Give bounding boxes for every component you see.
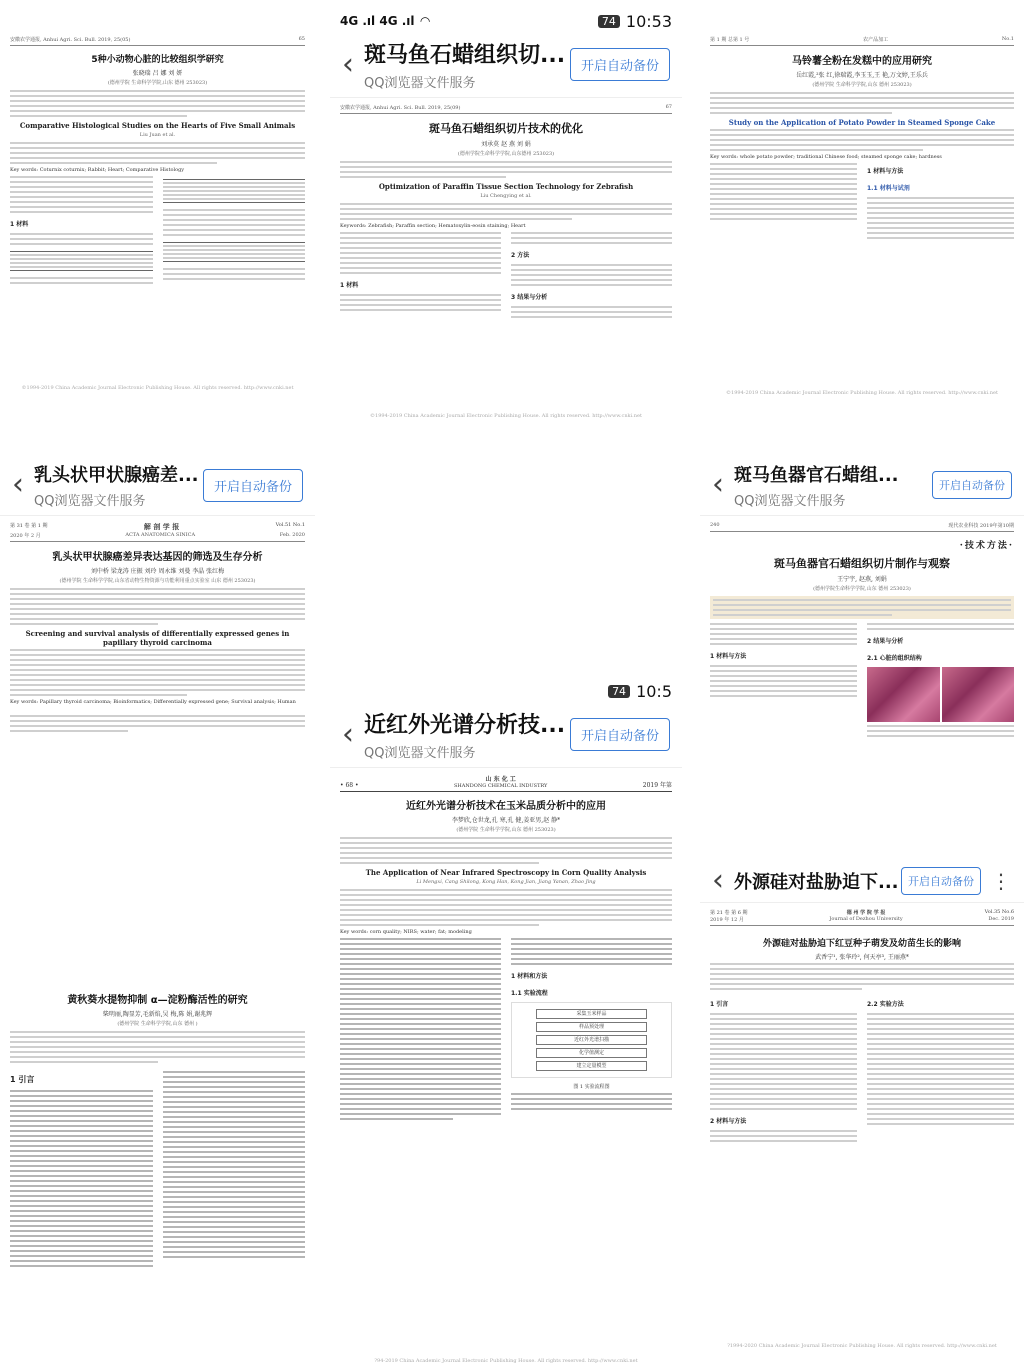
section-heading: 2 材料与方法 <box>710 1118 747 1125</box>
section-heading: 1 材料 <box>10 221 29 228</box>
section-heading: 1 材料 <box>340 282 359 289</box>
paper-title: 斑马鱼石蜡组织切片技术的优化 <box>429 122 583 135</box>
paper-title: 外源硅对盐胁迫下红豆种子萌发及幼苗生长的影响 <box>762 939 961 949</box>
file-title: 外源硅对盐胁迫下... <box>734 872 899 893</box>
issue-date: 2019 年 12 月 <box>710 917 744 923</box>
auto-backup-button[interactable]: 开启自动备份 <box>901 867 981 895</box>
paper-page <box>0 516 315 738</box>
auto-backup-button[interactable]: 开启自动备份 <box>570 48 670 81</box>
english-abstract <box>340 889 672 926</box>
issue-date: 2020 年 2 月 <box>10 533 41 539</box>
copyright-footer: ©1994-2019 China Academic Journal Electronic Publishing House. All rights reserved. http://www.cnki.net <box>21 385 294 391</box>
back-icon[interactable]: ‹ <box>342 46 354 82</box>
english-title: Optimization of Paraffin Tissue Section Technology for Zebrafish <box>378 182 634 191</box>
paper-affiliation: (德州学院生命科学学院,山东德州 253023) <box>457 151 555 157</box>
qq-browser-header <box>0 455 315 516</box>
abstract-block <box>710 963 1014 990</box>
journal-header: 安徽农学通报, Anhui Agri. Sci. Bull. 2019, 25(05) <box>10 37 131 43</box>
page-number: 240 <box>710 522 720 528</box>
issue-label: 2019 年第 <box>642 782 672 789</box>
section-heading: 1 材料和方法 <box>511 973 548 980</box>
auto-backup-button[interactable]: 开启自动备份 <box>570 718 670 751</box>
copyright-footer: ©1994-2019 China Academic Journal Electronic Publishing House. All rights reserved. http://www.cnki.net <box>370 413 642 419</box>
phone-screen-thyroid <box>0 455 315 940</box>
status-bar <box>330 10 682 32</box>
section-heading: 1 材料与方法 <box>710 653 747 660</box>
flowchart <box>511 1002 672 1078</box>
status-bar <box>330 680 682 702</box>
flow-step: 采集玉米样品 <box>536 1009 647 1019</box>
volume-label-en: Vol.51 No.1 <box>275 522 305 528</box>
journal-header: 农产品加工 <box>863 37 889 43</box>
paper-affiliation: (德州学院 生命科学学院,山东 德州 253023) <box>812 82 912 88</box>
english-abstract <box>10 142 305 164</box>
file-title: 斑马鱼石蜡组织切... <box>364 43 566 68</box>
paper-page <box>700 903 1024 1353</box>
journal-header: 山 东 化 工 <box>485 776 516 783</box>
back-icon[interactable]: ‹ <box>12 467 24 502</box>
english-authors: Li Mengxi, Cang Shilong, Kong Han, Kong Jian, Jiang Yanan, Zhao Jing <box>416 879 596 885</box>
keywords: Keywords: Zebrafish; Paraffin section; Hematoxylin-eosin staining; Heart <box>340 223 526 229</box>
more-icon[interactable]: ⋮ <box>991 869 1012 893</box>
copyright-footer: ?1994-2020 China Academic Journal Electronic Publishing House. All rights reserved. http://www.cnki.net <box>727 1343 997 1349</box>
paper-page-okra <box>0 955 315 1365</box>
journal-header: 德 州 学 院 学 报 <box>846 910 886 916</box>
paper-affiliation: (德州学院 生命科学学院,山东 德州 253023) <box>456 827 556 833</box>
paper-authors: 柴明丽,陶显芳,毛新焰,吴 梅,陈 娟,谢兆辉 <box>102 1011 213 1018</box>
phone-screen-zebrafish-paraffin <box>330 10 682 419</box>
section-heading: 2.2 实验方法 <box>867 1001 904 1008</box>
english-authors: Liu Juan et al. <box>139 132 176 138</box>
file-service-label: QQ浏览器文件服务 <box>734 494 846 509</box>
paper-authors: 岳红霞,²张 红,徐瑞霞,李玉玉,王 艳,万文婷,王乐兵 <box>796 72 928 79</box>
issue-label: 第 1 期 总第 1 号 <box>710 37 750 43</box>
keywords: Key words: Coturnix coturnix; Rabbit; Heart; Comparative Histology <box>10 167 185 173</box>
journal-header-en: Journal of Dezhou University <box>829 916 903 922</box>
paper-title: 马铃薯全粉在发糕中的应用研究 <box>792 56 932 67</box>
paper-affiliation: (德州学院生命科学学院,山东 德州 253023) <box>813 586 911 592</box>
paper-affiliation: (德州学院 生命科学学院,山东 德州 ) <box>117 1021 198 1027</box>
section-heading: 1.1 实验流程 <box>511 990 548 997</box>
section-heading: 1 材料与方法 <box>867 168 904 175</box>
phone-screen-zebrafish-organs <box>700 455 1024 840</box>
paper-title: 乳头状甲状腺癌差异表达基因的筛选及生存分析 <box>52 552 263 563</box>
english-authors: Liu Chengying et al. <box>480 193 532 199</box>
clock: 10:5 <box>636 681 672 701</box>
abstract-block <box>10 90 305 117</box>
keywords: Key words: corn quality; NIRS; water; fat; modeling <box>340 929 472 935</box>
paper-page <box>330 768 682 1368</box>
heart-section-image <box>942 667 1015 722</box>
abstract-block <box>10 1031 305 1063</box>
flow-step: 化学值测定 <box>536 1048 647 1058</box>
paper-page-heart-histology <box>0 30 315 395</box>
section-heading: 1 引言 <box>10 1075 35 1084</box>
volume-label-en: Vol.35 No.6 <box>984 909 1014 915</box>
qq-browser-header <box>330 702 682 768</box>
qq-browser-header <box>330 32 682 98</box>
section-heading: 2.1 心脏的组织结构 <box>867 655 922 662</box>
phone-screen-nir-corn <box>330 680 682 1365</box>
paper-page <box>700 516 1024 743</box>
paper-authors: 武香宁¹, 张华玲², 何天亭³, 王丽燕* <box>815 954 909 961</box>
paper-authors: 刘承莫 赵 燕 刘 娟 <box>481 141 531 148</box>
copyright-footer: ?94-2019 China Academic Journal Electronic Publishing House. All rights reserved. http://www.cnki.net <box>374 1358 638 1364</box>
english-abstract <box>10 649 305 696</box>
file-service-label: QQ浏览器文件服务 <box>364 76 476 91</box>
battery-level: 74 <box>598 15 620 28</box>
abstract-box <box>710 596 1014 619</box>
back-icon[interactable]: ‹ <box>342 716 354 752</box>
section-heading: 3 结果与分析 <box>511 294 548 301</box>
signal-icon: 4G .ıl 4G .ıl <box>340 14 415 28</box>
keywords: Key words: whole potato powder; traditional Chinese food; steamed sponge cake; hardness <box>710 154 942 160</box>
flow-step: 样品预处理 <box>536 1022 647 1032</box>
section-heading: 2 结果与分析 <box>867 638 904 645</box>
file-service-label: QQ浏览器文件服务 <box>364 746 476 761</box>
volume-label: No.1 <box>1001 36 1014 42</box>
back-icon[interactable]: ‹ <box>712 863 724 898</box>
section-heading: 1 引言 <box>710 1001 729 1008</box>
section-heading: 2 方法 <box>511 252 530 259</box>
keywords: Key words: Papillary thyroid carcinoma; Bioinformatics; Differentially expressed gene; Survival analysis; Human <box>10 699 296 705</box>
english-title: Comparative Histological Studies on the Hearts of Five Small Animals <box>19 121 296 130</box>
data-table <box>163 242 306 262</box>
column-banner: ·技术方法· <box>959 541 1014 551</box>
paper-authors: 李梦欣,仓世龙,孔 寒,孔 健,姜亚男,赵 静* <box>451 817 561 824</box>
paper-page-potato-cake <box>700 30 1024 400</box>
paper-authors: 刘中桥 梁龙涛 庄振 刘玲 周永维 刘曼 李晶 张红梅 <box>90 568 225 575</box>
issue-date-en: Feb. 2020 <box>279 532 305 538</box>
journal-header: 现代农业科技 2019年第10期 <box>948 523 1014 529</box>
paper-authors: 王宁宇, 赵燕, 刘娟 <box>837 576 887 583</box>
qq-browser-header <box>700 860 1024 903</box>
figure-caption: 图 1 实验流程图 <box>573 1084 610 1090</box>
abstract-block <box>710 92 1014 114</box>
phone-screen-silicon-salt <box>700 860 1024 1365</box>
histology-figure <box>867 667 1014 722</box>
clock: 10:53 <box>625 11 672 31</box>
auto-backup-button[interactable]: 开启自动备份 <box>203 469 303 502</box>
paper-affiliation: (德州学院 生命科学学院,山东省动物生物资源与功能利用重点实验室 山东 德州 253023) <box>59 578 256 584</box>
qq-browser-header <box>700 455 1024 516</box>
journal-header-en: ACTA ANATOMICA SINICA <box>125 532 196 538</box>
abstract-block <box>10 588 305 625</box>
page-number: 65 <box>298 36 305 42</box>
paper-title: 5种小动物心脏的比较组织学研究 <box>91 55 224 65</box>
page-number: • 68 • <box>340 782 359 789</box>
heart-section-image <box>867 667 940 722</box>
paper-page <box>330 98 682 423</box>
journal-header-en: SHANDONG CHEMICAL INDUSTRY <box>453 783 548 789</box>
body-columns <box>10 176 305 284</box>
file-service-label: QQ浏览器文件服务 <box>34 494 146 509</box>
english-title: Screening and survival analysis of differentially expressed genes in papillary thyroid carcinoma <box>25 629 290 647</box>
paper-title: 斑马鱼器官石蜡组织切片制作与观察 <box>774 557 950 570</box>
file-title: 近红外光谱分析技... <box>364 713 566 738</box>
english-title: The Application of Near Infrared Spectroscopy in Corn Quality Analysis <box>365 868 647 877</box>
journal-header: 安徽农学通报, Anhui Agri. Sci. Bull. 2019, 25(09) <box>340 105 461 111</box>
flow-step: 建立定量模型 <box>536 1061 647 1071</box>
english-title: Study on the Application of Potato Powder in Steamed Sponge Cake <box>728 118 996 127</box>
battery-level: 74 <box>608 685 630 698</box>
issue-date-en: Dec. 2019 <box>988 916 1014 922</box>
page-number: 67 <box>665 104 672 110</box>
volume-label: 第 31 卷 第 1 期 <box>10 523 48 529</box>
section-heading: 1.1 材料与试剂 <box>867 185 910 192</box>
english-abstract <box>710 129 1014 151</box>
data-table <box>10 251 153 271</box>
copyright-footer: ©1994-2019 China Academic Journal Electronic Publishing House. All rights reserved. http://www.cnki.net <box>726 390 998 396</box>
paper-title: 黄秋葵水提物抑制 α—淀粉酶活性的研究 <box>67 995 248 1006</box>
paper-affiliation: (德州学院 生命科学学院,山东 德州 253023) <box>107 80 208 86</box>
auto-backup-button[interactable]: 开启自动备份 <box>932 471 1012 499</box>
data-table <box>163 179 306 203</box>
abstract-block <box>340 837 672 864</box>
flow-step: 近红外光谱扫描 <box>536 1035 647 1045</box>
abstract-block <box>340 161 672 178</box>
paper-authors: 张晓瑞 吕 娜 刘 妍 <box>132 70 183 77</box>
journal-header: 解 剖 学 报 <box>143 522 180 531</box>
file-title: 乳头状甲状腺癌差... <box>34 465 199 486</box>
back-icon[interactable]: ‹ <box>712 467 724 502</box>
wifi-icon: ◠ <box>420 14 430 28</box>
english-abstract <box>340 203 672 220</box>
paper-title: 近红外光谱分析技术在玉米品质分析中的应用 <box>406 801 606 812</box>
file-title: 斑马鱼器官石蜡组... <box>734 465 899 486</box>
volume-label: 第 21 卷 第 6 期 <box>710 910 748 916</box>
